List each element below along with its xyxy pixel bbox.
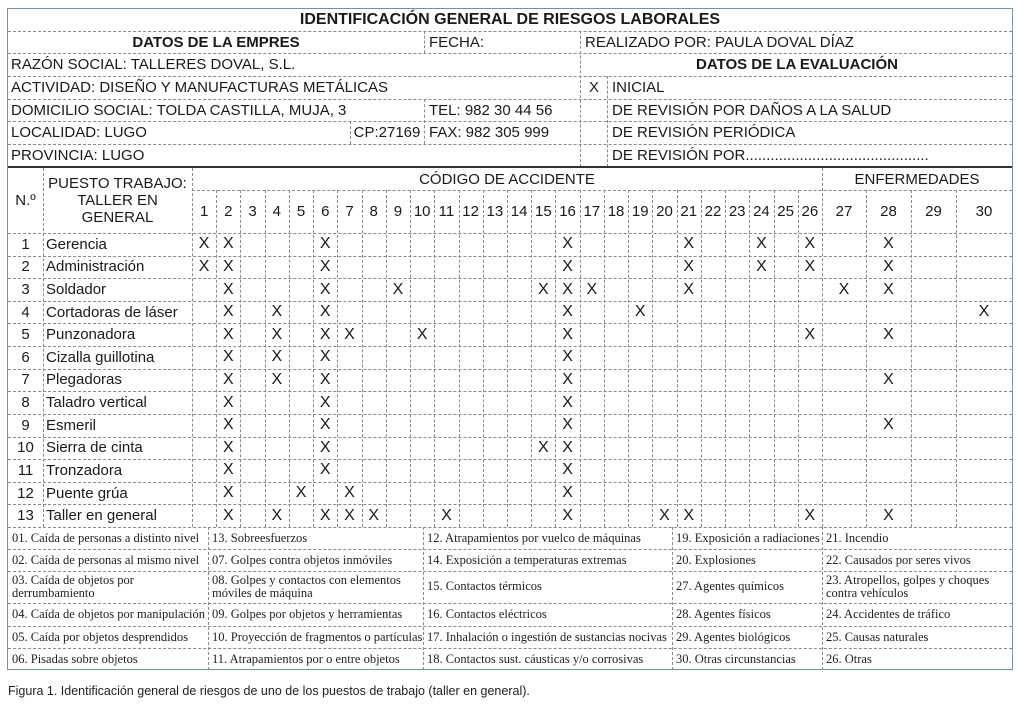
- legend-entry: 10. Proyección de fragmentos o partículas: [212, 629, 422, 644]
- column-divider: [386, 190, 387, 527]
- form-title: IDENTIFICACIÓN GENERAL DE RIESGOS LABORALES: [299, 10, 721, 28]
- risk-mark-code-28: X: [883, 370, 894, 388]
- risk-mark-code-16: X: [562, 484, 573, 502]
- code-column-header: 23: [728, 203, 746, 220]
- code-column-header: 30: [975, 203, 993, 220]
- evaluation-checkbox[interactable]: [581, 144, 607, 166]
- risk-mark-code-16: X: [562, 280, 573, 298]
- risk-mark-code-16: X: [562, 393, 573, 411]
- column-divider: [424, 31, 425, 53]
- column-divider: [410, 190, 411, 527]
- risk-mark-code-2: X: [222, 393, 234, 411]
- legend-entry: 26. Otras: [826, 651, 872, 666]
- evaluation-option-label: INICIAL: [612, 78, 665, 96]
- column-divider: [362, 190, 363, 527]
- risk-mark-code-26: X: [804, 506, 816, 524]
- column-divider: [911, 190, 912, 527]
- job-position-name: Plegadoras: [46, 371, 122, 389]
- risk-mark-code-28: X: [883, 235, 894, 253]
- risk-mark-code-19: X: [634, 303, 646, 321]
- legend-entry: 16. Contactos eléctricos: [427, 607, 547, 622]
- risk-mark-code-24: X: [756, 235, 767, 253]
- risk-mark-code-16: X: [562, 370, 573, 388]
- column-divider: [725, 190, 726, 527]
- figure-caption: Figura 1. Identificación general de riesgos de uno de los puestos de trabajo (taller en general).: [8, 684, 530, 698]
- code-column-header: 10: [413, 203, 431, 220]
- code-column-header: 29: [925, 203, 942, 220]
- performed-by: REALIZADO POR: PAULA DOVAL DÍAZ: [585, 33, 854, 51]
- risk-mark-code-5: X: [295, 484, 307, 502]
- risk-mark-code-6: X: [319, 280, 331, 298]
- risk-mark-code-9: X: [392, 280, 404, 298]
- column-divider: [956, 190, 957, 527]
- column-divider: [822, 168, 823, 527]
- risk-mark-code-2: X: [222, 484, 234, 502]
- risk-mark-code-26: X: [804, 235, 816, 253]
- legend-entry: 24. Accidentes de tráfico: [826, 607, 951, 622]
- column-divider: [192, 168, 193, 527]
- risk-mark-code-16: X: [562, 438, 573, 456]
- job-position-header-line: TALLER EN: [77, 192, 158, 209]
- job-position-name: Esmeril: [46, 416, 97, 434]
- code-column-header: 9: [393, 203, 403, 220]
- legend-entry: 19. Exposición a radiaciones: [676, 530, 820, 545]
- risk-mark-code-16: X: [562, 416, 573, 434]
- risk-mark-code-4: X: [271, 370, 283, 388]
- legend-entry: 09. Golpes por objetos y herramientas: [212, 607, 403, 622]
- risk-mark-code-28: X: [883, 325, 894, 343]
- risk-mark-code-28: X: [883, 257, 894, 275]
- risk-mark-code-28: X: [883, 416, 894, 434]
- risk-mark-code-17: X: [586, 280, 598, 298]
- code-column-header: 1: [199, 203, 209, 220]
- row-number: 13: [17, 507, 34, 525]
- risk-mark-code-21: X: [683, 280, 695, 298]
- company-data-header: DATOS DE LA EMPRES: [132, 33, 300, 51]
- risk-mark-code-7: X: [344, 484, 355, 502]
- legend-entry: 06. Pisadas sobre objetos: [12, 651, 138, 666]
- risk-mark-code-24: X: [756, 257, 767, 275]
- risk-mark-code-6: X: [319, 257, 331, 275]
- column-divider: [628, 190, 629, 527]
- risk-mark-code-2: X: [222, 370, 234, 388]
- risk-mark-code-4: X: [271, 325, 283, 343]
- column-divider: [337, 190, 338, 527]
- legend-entry: 18. Contactos sust. cáusticas y/o corrosivas: [427, 651, 644, 666]
- risk-mark-code-15: X: [537, 438, 549, 456]
- risk-mark-code-6: X: [319, 438, 331, 456]
- column-divider: [531, 190, 532, 527]
- evaluation-checkbox[interactable]: [581, 121, 607, 144]
- risk-mark-code-16: X: [562, 461, 573, 479]
- job-position-header-line: PUESTO TRABAJO:: [48, 175, 187, 192]
- legend-entry: 12. Atrapamientos por vuelco de máquinas: [427, 530, 641, 545]
- code-column-header: 19: [631, 203, 649, 220]
- legend-entry: 22. Causados por seres vivos: [826, 552, 971, 567]
- column-divider: [424, 99, 425, 144]
- risk-mark-code-21: X: [683, 506, 695, 524]
- risk-mark-code-20: X: [659, 506, 670, 524]
- code-column-header: 11: [438, 203, 455, 220]
- legend-entry: 21. Incendio: [826, 530, 889, 545]
- code-column-header: 12: [462, 203, 479, 220]
- risk-mark-code-2: X: [222, 303, 234, 321]
- row-number: 12: [17, 484, 34, 502]
- risk-mark-code-16: X: [562, 235, 573, 253]
- risk-mark-code-6: X: [319, 393, 331, 411]
- column-divider: [459, 190, 460, 527]
- legend-entry: 08. Golpes y contactos con elementos móviles de máquina: [212, 572, 401, 600]
- code-column-header: 15: [534, 203, 552, 220]
- risk-mark-code-30: X: [978, 303, 990, 321]
- risk-mark-code-6: X: [319, 325, 331, 343]
- risk-mark-code-6: X: [319, 370, 331, 388]
- evaluation-checkbox[interactable]: [581, 99, 607, 121]
- code-column-header: 4: [272, 203, 281, 220]
- job-position-name: Tronzadora: [46, 461, 123, 479]
- job-position-column-header: [43, 168, 192, 233]
- date-label: FECHA:: [429, 33, 485, 51]
- risk-mark-code-26: X: [804, 257, 816, 275]
- risk-mark-code-2: X: [222, 235, 234, 253]
- risk-mark-code-8: X: [368, 506, 380, 524]
- code-column-header: 20: [656, 203, 673, 220]
- job-position-name: Cortadoras de láser: [46, 303, 178, 321]
- risk-mark-code-6: X: [319, 235, 331, 253]
- risk-mark-code-1: X: [198, 235, 210, 253]
- risk-mark-code-2: X: [222, 506, 234, 524]
- legend-entry: 02. Caída de personas al mismo nivel: [12, 552, 200, 567]
- risk-mark-code-2: X: [222, 416, 234, 434]
- risk-mark-code-15: X: [537, 280, 549, 298]
- risk-mark-code-21: X: [683, 257, 695, 275]
- risk-mark-code-28: X: [883, 506, 894, 524]
- code-column-header: 27: [835, 203, 853, 220]
- risk-mark-code-2: X: [222, 438, 234, 456]
- legend-entry: 20. Explosiones: [676, 552, 756, 567]
- column-divider: [774, 190, 775, 527]
- evaluation-data-header: DATOS DE LA EVALUACIÓN: [696, 56, 898, 73]
- row-number: 2: [21, 258, 30, 276]
- risk-mark-code-6: X: [319, 416, 331, 434]
- risk-mark-code-26: X: [804, 325, 816, 343]
- column-divider: [483, 190, 484, 527]
- risk-mark-code-21: X: [683, 235, 695, 253]
- row-number: 3: [21, 281, 30, 299]
- job-position-name: Taller en general: [46, 507, 157, 525]
- phone: TEL: 982 30 44 56: [429, 101, 553, 119]
- code-column-header: 2: [224, 203, 233, 220]
- column-divider: [507, 190, 508, 527]
- risk-mark-code-4: X: [271, 506, 283, 524]
- legend-entry: 17. Inhalación o ingestión de sustancias nocivas: [427, 629, 667, 644]
- legend-entry: 27. Agentes químicos: [676, 579, 784, 594]
- code-column-header: 8: [369, 203, 378, 220]
- legend-entry: 04. Caída de objetos por manipulación: [12, 607, 206, 622]
- code-column-header: 18: [607, 203, 625, 220]
- fax: FAX: 982 305 999: [429, 124, 550, 141]
- code-column-header: 16: [559, 203, 576, 220]
- code-column-header: 22: [704, 203, 722, 220]
- column-divider: [289, 190, 290, 527]
- column-divider: [434, 190, 435, 527]
- job-position-name: Gerencia: [46, 235, 107, 253]
- legend-entry: 29. Agentes biológicos: [676, 629, 791, 644]
- risk-mark-code-6: X: [319, 303, 331, 321]
- row-number: 5: [21, 326, 30, 344]
- locality: LOCALIDAD: LUGO: [11, 124, 147, 141]
- legend-entry: 25. Causas naturales: [826, 629, 929, 644]
- risk-mark-code-16: X: [562, 303, 573, 321]
- row-number: 9: [21, 416, 30, 434]
- legend-entry: 14. Exposición a temperaturas extremas: [427, 552, 627, 567]
- risk-mark-code-2: X: [222, 348, 234, 366]
- legend-entry: 30. Otras circunstancias: [676, 651, 796, 666]
- code-column-header: 5: [296, 203, 306, 220]
- risk-mark-code-4: X: [271, 303, 283, 321]
- number-column-header: N.º: [15, 192, 36, 209]
- code-column-header: 25: [777, 203, 794, 220]
- legend-entry: 01. Caída de personas a distinto nivel: [12, 530, 200, 545]
- legend-entry: 03. Caída de objetos por derrumbamiento: [12, 572, 134, 600]
- evaluation-checkbox[interactable]: X: [588, 79, 599, 96]
- code-column-header: 21: [680, 203, 698, 220]
- code-column-header: 17: [583, 203, 601, 220]
- legend-entry: 28. Agentes físicos: [676, 607, 771, 622]
- risk-mark-code-7: X: [344, 506, 355, 524]
- column-divider: [580, 190, 581, 527]
- risk-mark-code-16: X: [562, 325, 573, 343]
- activity: ACTIVIDAD: DISEÑO Y MANUFACTURAS METÁLICAS: [11, 79, 389, 96]
- risk-mark-code-28: X: [883, 280, 894, 298]
- column-divider: [607, 76, 608, 167]
- job-position-name: Punzonadora: [46, 326, 136, 344]
- risk-mark-code-2: X: [222, 325, 234, 343]
- postal-code: CP:27169: [353, 124, 421, 141]
- risk-mark-code-6: X: [319, 506, 331, 524]
- risk-mark-code-16: X: [562, 506, 573, 524]
- code-column-header: 26: [801, 203, 819, 220]
- legend-entry: 15. Contactos térmicos: [427, 579, 542, 594]
- row-number: 1: [21, 235, 30, 253]
- job-position-name: Administración: [46, 258, 145, 276]
- code-column-header: 6: [321, 203, 330, 220]
- code-column-header: 14: [510, 203, 528, 220]
- row-number: 7: [21, 371, 30, 389]
- row-number: 6: [21, 348, 30, 366]
- column-divider: [701, 190, 702, 527]
- risk-mark-code-10: X: [416, 325, 428, 343]
- job-position-name: Taladro vertical: [46, 394, 147, 412]
- job-position-name: Puente grúa: [46, 484, 128, 502]
- risk-mark-code-2: X: [222, 257, 234, 275]
- risk-mark-code-6: X: [319, 348, 331, 366]
- code-column-header: 7: [345, 203, 354, 220]
- code-column-header: 28: [880, 203, 897, 220]
- company-name: RAZÓN SOCIAL: TALLERES DOVAL, S.L.: [11, 56, 296, 73]
- job-position-header-line: GENERAL: [81, 209, 154, 226]
- evaluation-option-label: DE REVISIÓN POR DAÑOS A LA SALUD: [612, 101, 892, 119]
- legend-entry: 11. Atrapamientos por o entre objetos: [212, 651, 400, 666]
- code-column-header: 24: [753, 203, 770, 220]
- evaluation-option-label: DE REVISIÓN PERIÓDICA: [612, 123, 796, 141]
- job-position-name: Sierra de cinta: [46, 439, 143, 457]
- code-column-header: 13: [486, 203, 504, 220]
- row-number: 8: [21, 394, 30, 412]
- province: PROVINCIA: LUGO: [11, 147, 145, 164]
- address: DOMICILIO SOCIAL: TOLDA CASTILLA, MUJA, 3: [11, 101, 347, 119]
- legend-entry: 07. Golpes contra objetos inmóviles: [212, 552, 393, 567]
- legend-entry: 23. Atropellos, golpes y choques contra vehículos: [826, 572, 990, 600]
- legend-entry: 05. Caída por objetos desprendidos: [12, 629, 189, 644]
- risk-mark-code-11: X: [441, 506, 452, 524]
- diseases-header: ENFERMEDADES: [854, 170, 980, 188]
- accident-code-header: CÓDIGO DE ACCIDENTE: [419, 170, 595, 188]
- row-divider: [192, 190, 1012, 191]
- risk-mark-code-6: X: [319, 461, 331, 479]
- job-position-name: Soldador: [46, 281, 107, 299]
- risk-mark-code-2: X: [222, 461, 234, 479]
- risk-mark-code-27: X: [838, 280, 850, 298]
- row-number: 11: [17, 461, 34, 479]
- column-divider: [604, 190, 605, 527]
- code-column-header: 3: [248, 203, 257, 220]
- risk-mark-code-2: X: [222, 280, 234, 298]
- evaluation-option-label: DE REVISIÓN POR............................................: [612, 146, 929, 164]
- column-divider: [240, 190, 241, 527]
- risk-mark-code-7: X: [344, 325, 355, 343]
- row-number: 4: [21, 303, 30, 321]
- risk-mark-code-16: X: [562, 257, 573, 275]
- job-position-name: Cizalla guillotina: [46, 348, 155, 366]
- risk-mark-code-16: X: [562, 348, 573, 366]
- legend-entry: 13. Sobreesfuerzos: [212, 530, 308, 545]
- risk-mark-code-1: X: [198, 257, 210, 275]
- row-number: 10: [17, 439, 34, 457]
- column-divider: [652, 190, 653, 527]
- risk-mark-code-4: X: [271, 348, 283, 366]
